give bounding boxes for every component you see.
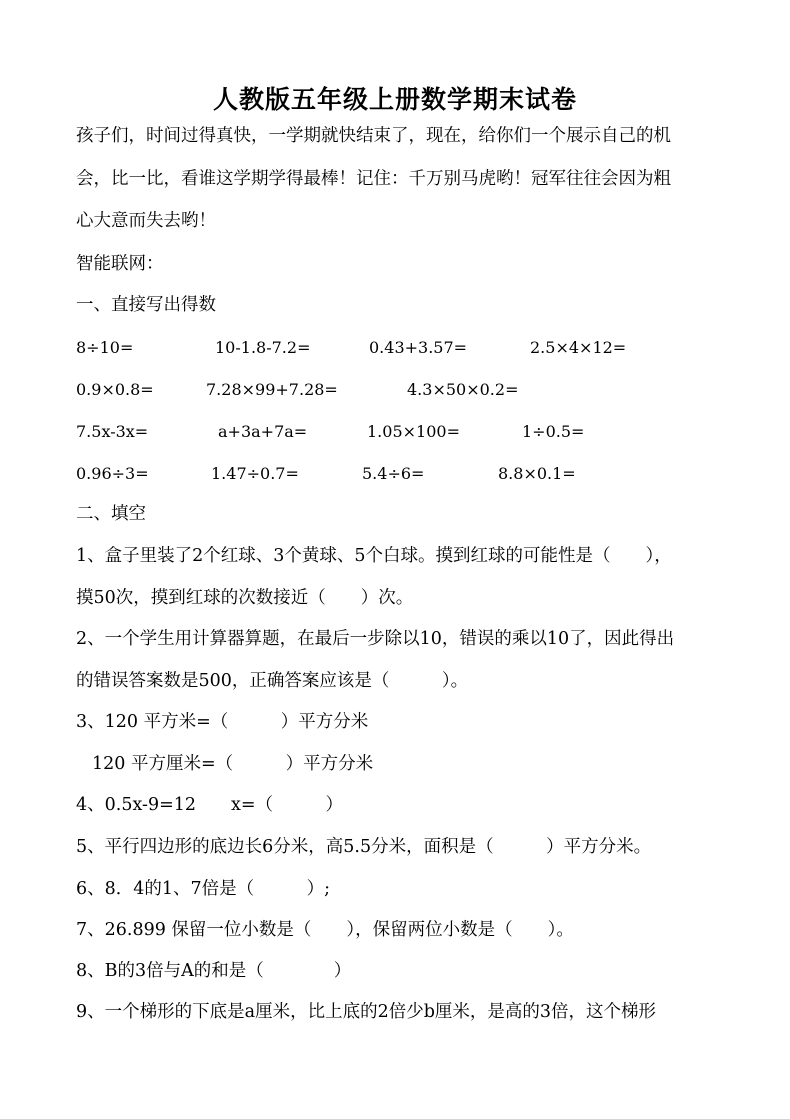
question-line: 6、8．4的1、7倍是（ ）; xyxy=(76,879,331,899)
calc-item: 2.5×4×12= xyxy=(530,338,627,357)
question-line: 5、平行四边形的底边长6分米，高5.5分米，面积是（ ）平方分米。 xyxy=(76,837,652,857)
calc-item: a+3a+7a= xyxy=(218,422,308,441)
question-line: 7、26.899 保留一位小数是（ ），保留两位小数是（ ）。 xyxy=(76,920,574,940)
calc-item: 8÷10= xyxy=(76,338,134,357)
calc-item: 0.43+3.57= xyxy=(369,338,468,357)
part2-heading: 二、填空 xyxy=(76,504,146,524)
calc-item: 0.96÷3= xyxy=(76,464,149,483)
intro-line: 会，比一比，看谁这学期学得最棒！记住：千万别马虎哟！冠军往往会因为粗 xyxy=(76,169,671,189)
calc-item: 5.4÷6= xyxy=(362,464,425,483)
calc-item: 1.47÷0.7= xyxy=(211,464,299,483)
question-line: 2、一个学生用计算器算题，在最后一步除以10，错误的乘以10了，因此得出 xyxy=(76,629,675,649)
question-line: 4、0.5x-9=12 x=（ ） xyxy=(76,795,344,815)
question-line: 8、B的3倍与A的和是（ ） xyxy=(76,961,352,981)
page-title: 人教版五年级上册数学期末试卷 xyxy=(212,85,577,114)
part1-heading: 一、直接写出得数 xyxy=(76,295,216,315)
question-line: 9、一个梯形的下底是a厘米，比上底的2倍少b厘米，是高的3倍，这个梯形 xyxy=(76,1002,657,1022)
question-line: 摸50次，摸到红球的次数接近（ ）次。 xyxy=(76,588,414,608)
question-line: 1、盒子里装了2个红球、3个黄球、5个白球。摸到红球的可能性是（ ）， xyxy=(76,546,672,566)
section-label: 智能联网： xyxy=(76,254,164,274)
calc-item: 7.28×99+7.28= xyxy=(206,380,338,399)
question-line: 的错误答案数是500，正确答案应该是（ ）。 xyxy=(76,671,469,691)
calc-item: 8.8×0.1= xyxy=(498,464,576,483)
intro-line: 孩子们，时间过得真快，一学期就快结束了，现在，给你们一个展示自己的机 xyxy=(76,126,671,146)
intro-line: 心大意而失去哟！ xyxy=(76,211,216,231)
calc-item: 0.9×0.8= xyxy=(76,380,154,399)
calc-item: 1÷0.5= xyxy=(522,422,585,441)
calc-item: 1.05×100= xyxy=(367,422,460,441)
calc-item: 10-1.8-7.2= xyxy=(215,338,311,357)
question-line: 3、120 平方米=（ ）平方分米 xyxy=(76,712,369,732)
question-line: 120 平方厘米=（ ）平方分米 xyxy=(92,754,374,774)
calc-item: 4.3×50×0.2= xyxy=(407,380,519,399)
calc-item: 7.5x-3x= xyxy=(76,422,149,441)
